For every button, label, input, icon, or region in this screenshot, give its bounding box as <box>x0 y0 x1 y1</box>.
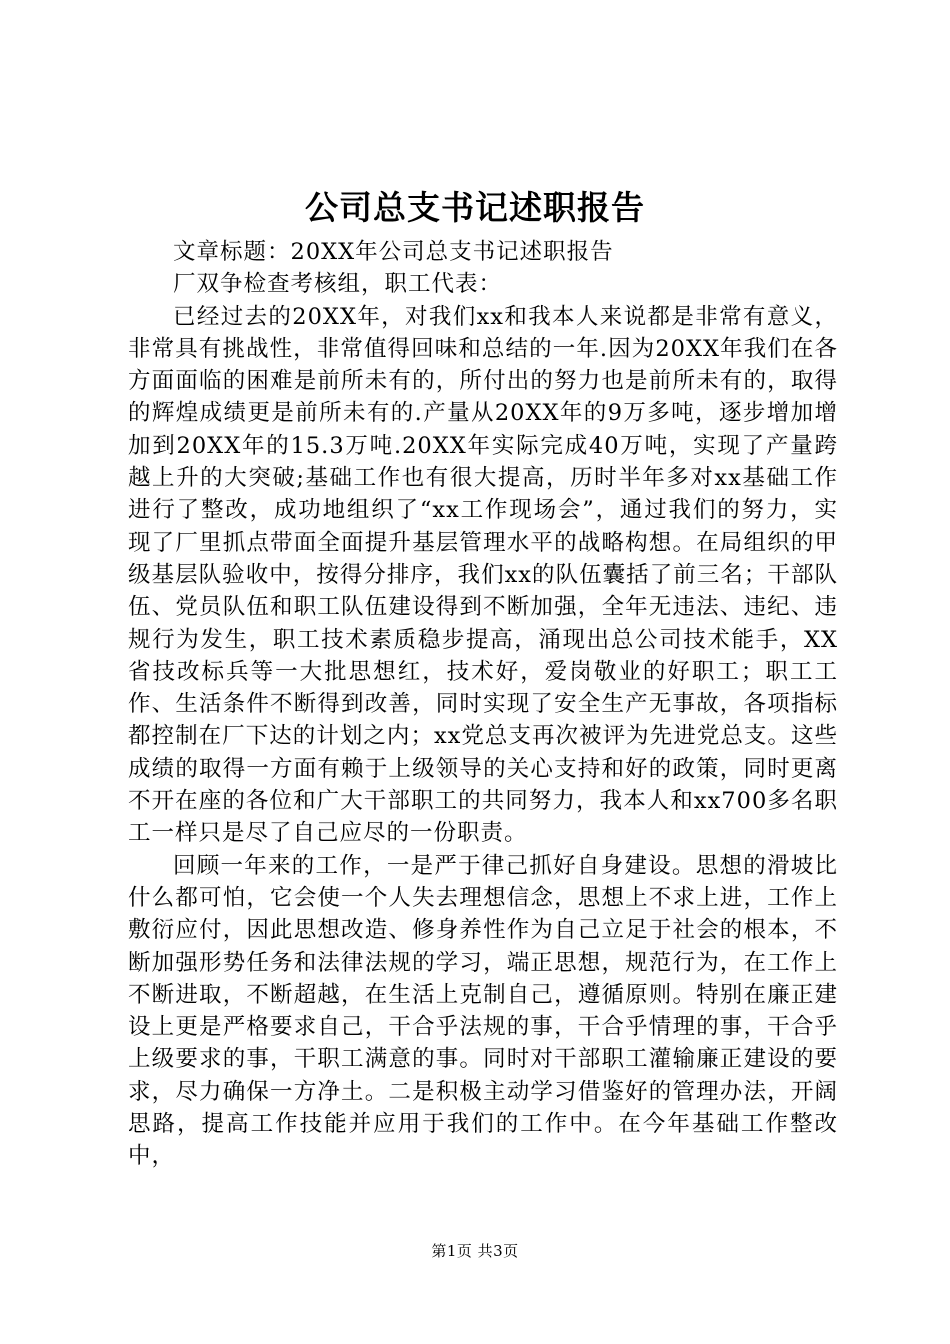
article-title-line: 文章标题：20XX年公司总支书记述职报告 <box>173 239 614 265</box>
document-title: 公司总支书记述职报告 <box>305 188 645 227</box>
body-paragraph-2: 回顾一年来的工作，一是严于律己抓好自身建设。思想的滑坡比什么都可怕，它会使一个人失去理想信念，思想上不求上进，工作上敷衍应付，因此思想改造、修身养性作为自己立足于社会的根本，不断加强形势任务和法律法规的学习，端正思想，规范行为，在工作上不断进取，不断超越，在生活上克制自己，遵循原则。特别在廉正建设上更是严格要求自己，干合乎法规的事，干合乎情理的事，干合乎上级要求的事，干职工满意的事。同时对干部职工灌输廉正建设的要求，尽力确保一方净土。二是积极主动学习借鉴好的管理办法，开阔思路，提高工作技能并应用于我们的工作中。在今年基础工作整改中， <box>128 852 838 1170</box>
document-body <box>128 236 838 1173</box>
salutation-line: 厂双争检查考核组，职工代表： <box>173 271 503 298</box>
body-paragraph-1: 已经过去的20XX年，对我们xx和我本人来说都是非常有意义，非常具有挑战性，非常值得回味和总结的一年.因为20XX年我们在各方面面临的困难是前所未有的，所付出的努力也是前所未有的，取得的辉煌成绩更是前所未有的.产量从20XX年的9万多吨，逐步增加增加到20XX年的15.3万吨.20XX年实际完成40万吨，实现了产量跨越上升的大突破;基础工作也有很大提高，历时半年多对xx基础工作进行了整改，成功地组织了“xx工作现场会”，通过我们的努力，实现了厂里抓点带面全面提升基层管理水平的战略构想。在局组织的甲级基层队验收中，按得分排序，我们xx的队伍囊括了前三名；干部队伍、党员队伍和职工队伍建设得到不断加强，全年无违法、违纪、违规行为发生，职工技术素质稳步提高，涌现出总公司技术能手，XX省技改标兵等一大批思想红，技术好，爱岗敬业的好职工；职工工作、生活条件不断得到改善，同时实现了安全生产无事故，各项指标都控制在厂下达的计划之内；xx党总支再次被评为先进党总支。这些成绩的取得一方面有赖于上级领导的关心支持和好的政策，同时更离不开在座的各位和广大干部职工的共同努力，我本人和xx700多名职工一样只是尽了自己应尽的一份职责。 <box>128 303 838 847</box>
page-footer: 第1页 共3页 <box>431 1242 519 1260</box>
